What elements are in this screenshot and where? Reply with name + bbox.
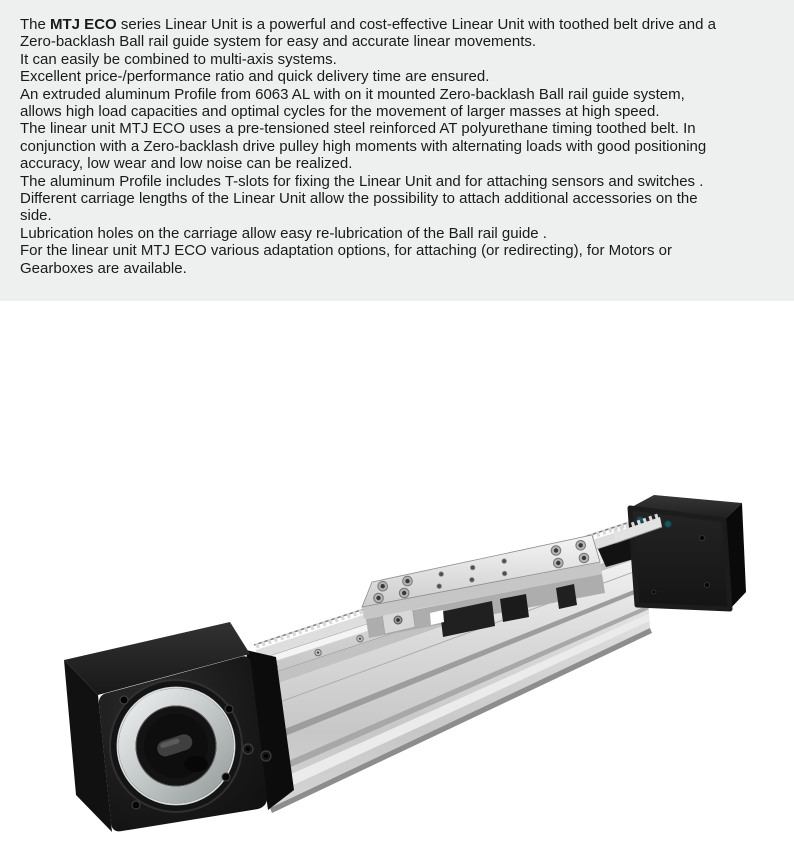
description-line: For the linear unit MTJ ECO various adaptation options, for attaching (or redirecting), for Motors or: [20, 242, 672, 260]
description-line: An extruded aluminum Profile from 6063 AL with on it mounted Zero-backlash Ball rail guide system,: [20, 85, 685, 103]
description-line: Zero-backlash Ball rail guide system for easy and accurate linear movements.: [20, 33, 537, 51]
product-image: [0, 470, 794, 842]
product-description-panel: [0, 0, 794, 301]
description-line: Different carriage lengths of the Linear Unit allow the possibility to attach additional accessories on the: [20, 190, 698, 208]
description-line: Excellent price-/performance ratio and quick delivery time are ensured.: [20, 68, 490, 86]
description-line: The aluminum Profile includes T-slots for fixing the Linear Unit and for attaching sensors and switches .: [20, 172, 704, 190]
drive-pulley: [110, 680, 242, 812]
description-line: Gearboxes are available.: [20, 259, 187, 277]
description-line: It can easily be combined to multi-axis systems.: [20, 50, 337, 68]
description-line: conjunction with a Zero-backlash drive pulley high moments with alternating loads with good positioning: [20, 137, 707, 155]
linear-unit-illustration: [0, 470, 794, 842]
drive-end-block: [64, 622, 294, 832]
description-line: The MTJ ECO series Linear Unit is a powerful and cost-effective Linear Unit with toothed belt drive and a: [20, 16, 716, 33]
description-line: accuracy, low wear and low noise can be realized.: [20, 155, 353, 173]
description-line: allows high load capacities and optimal cycles for the movement of larger masses at high speed.: [20, 103, 660, 121]
tension-screw: [665, 521, 672, 528]
description-line: The linear unit MTJ ECO uses a pre-tensioned steel reinforced AT polyurethane timing toothed belt. In: [20, 120, 696, 138]
description-lines: [20, 16, 776, 277]
description-line: side.: [20, 207, 52, 225]
description-line: Lubrication holes on the carriage allow easy re-lubrication of the Ball rail guide .: [20, 224, 547, 242]
